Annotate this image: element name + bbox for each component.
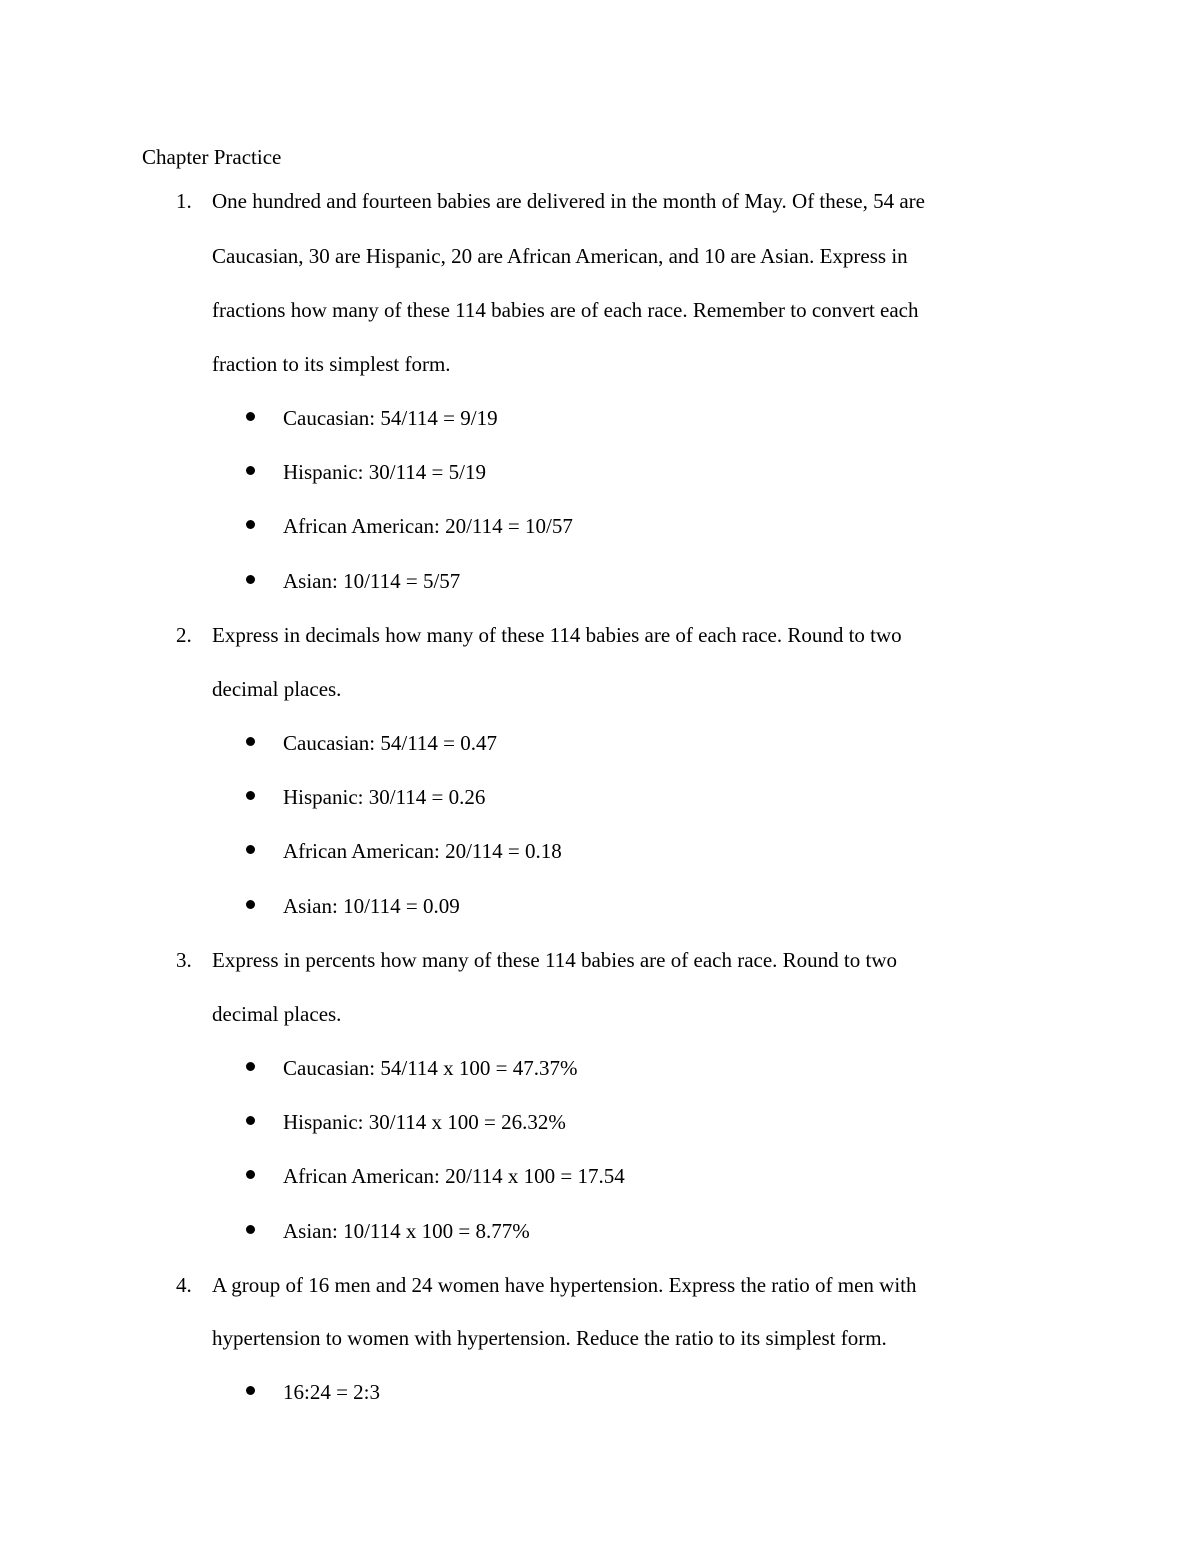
question-3-number: 3. (176, 948, 192, 972)
question-2-number: 2. (176, 623, 192, 647)
question-3-answer-3: African American: 20/114 x 100 = 17.54 (283, 1164, 625, 1188)
question-2-line-2: decimal places. (212, 677, 342, 701)
question-3-answer-2: Hispanic: 30/114 x 100 = 26.32% (283, 1110, 566, 1134)
question-2-answer-2: Hispanic: 30/114 = 0.26 (283, 785, 486, 809)
question-3-line-1: Express in percents how many of these 114 babies are of each race. Round to two (212, 948, 898, 972)
question-1-answer-4: Asian: 10/114 = 5/57 (283, 569, 461, 593)
bullet-icon (246, 1170, 255, 1179)
question-4-number: 4. (176, 1273, 192, 1297)
question-2-answer-3: African American: 20/114 = 0.18 (283, 839, 562, 863)
question-3-answer-4: Asian: 10/114 x 100 = 8.77% (283, 1219, 530, 1243)
bullet-icon (246, 737, 255, 746)
question-4-line-2: hypertension to women with hypertension. Reduce the ratio to its simplest form. (212, 1326, 887, 1350)
question-3-answer-1: Caucasian: 54/114 x 100 = 47.37% (283, 1056, 578, 1080)
bullet-icon (246, 575, 255, 584)
question-1-answer-2: Hispanic: 30/114 = 5/19 (283, 460, 486, 484)
question-1-line-2: Caucasian, 30 are Hispanic, 20 are African American, and 10 are Asian. Express in (212, 244, 908, 268)
bullet-icon (246, 900, 255, 909)
question-2-answer-1: Caucasian: 54/114 = 0.47 (283, 731, 498, 755)
question-3-line-2: decimal places. (212, 1002, 342, 1026)
bullet-icon (246, 845, 255, 854)
bullet-icon (246, 520, 255, 529)
question-1-answer-3: African American: 20/114 = 10/57 (283, 514, 573, 538)
question-2-line-1: Express in decimals how many of these 114 babies are of each race. Round to two (212, 623, 902, 647)
question-4-line-1: A group of 16 men and 24 women have hypertension. Express the ratio of men with (212, 1273, 917, 1297)
question-1-line-1: One hundred and fourteen babies are delivered in the month of May. Of these, 54 are (212, 189, 925, 213)
bullet-icon (246, 791, 255, 800)
question-1-number: 1. (176, 189, 192, 213)
bullet-icon (246, 1116, 255, 1125)
bullet-icon (246, 1386, 255, 1395)
question-4-answer-1: 16:24 = 2:3 (283, 1380, 381, 1404)
question-1-line-4: fraction to its simplest form. (212, 352, 451, 376)
question-1-answer-1: Caucasian: 54/114 = 9/19 (283, 406, 498, 430)
bullet-icon (246, 1062, 255, 1071)
bullet-icon (246, 466, 255, 475)
bullet-icon (246, 1225, 255, 1234)
question-1-line-3: fractions how many of these 114 babies are of each race. Remember to convert each (212, 298, 919, 322)
bullet-icon (246, 412, 255, 421)
document-title: Chapter Practice (142, 145, 282, 169)
question-2-answer-4: Asian: 10/114 = 0.09 (283, 894, 460, 918)
